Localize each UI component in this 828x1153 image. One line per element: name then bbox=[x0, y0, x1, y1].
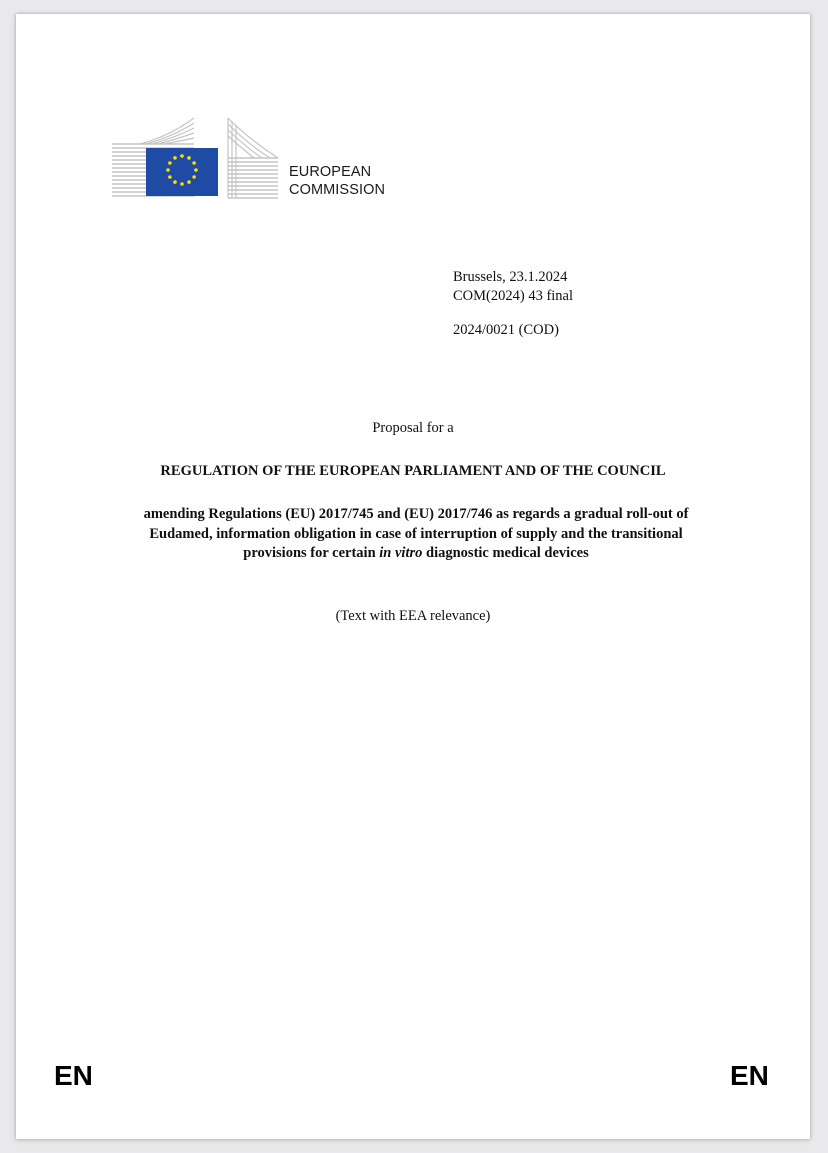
document-reference bbox=[453, 268, 573, 340]
regulation-subject bbox=[111, 505, 721, 564]
document-page bbox=[16, 14, 810, 1139]
procedure-number: 2024/0021 (COD) bbox=[453, 322, 559, 338]
commission-name-line2: COMMISSION bbox=[289, 182, 386, 198]
language-code-left: EN bbox=[54, 1060, 93, 1091]
proposal-label: Proposal for a bbox=[372, 420, 454, 436]
subject-line-2: Eudamed, information obligation in case of interruption of supply and the transitional bbox=[149, 525, 683, 542]
subject-line-3 bbox=[111, 544, 721, 564]
commission-name bbox=[289, 163, 385, 199]
subject-line-1: amending Regulations (EU) 2017/745 and (EU) 2017/746 as regards a gradual roll-out of bbox=[143, 506, 689, 522]
regulation-title: REGULATION OF THE EUROPEAN PARLIAMENT AND OF THE COUNCIL bbox=[160, 463, 666, 479]
place-date: Brussels, 23.1.2024 bbox=[453, 269, 568, 285]
eea-relevance: (Text with EEA relevance) bbox=[335, 608, 491, 624]
commission-building-icon bbox=[110, 114, 290, 204]
subject-line-3-start: provisions for certain bbox=[243, 545, 380, 561]
language-code-right: EN bbox=[730, 1060, 769, 1091]
subject-line-3-end: diagnostic medical devices bbox=[422, 545, 589, 561]
document-number: COM(2024) 43 final bbox=[453, 288, 574, 304]
subject-italic-term: in vitro bbox=[379, 545, 423, 561]
commission-logo bbox=[110, 114, 400, 204]
commission-name-line1: EUROPEAN bbox=[289, 164, 372, 180]
